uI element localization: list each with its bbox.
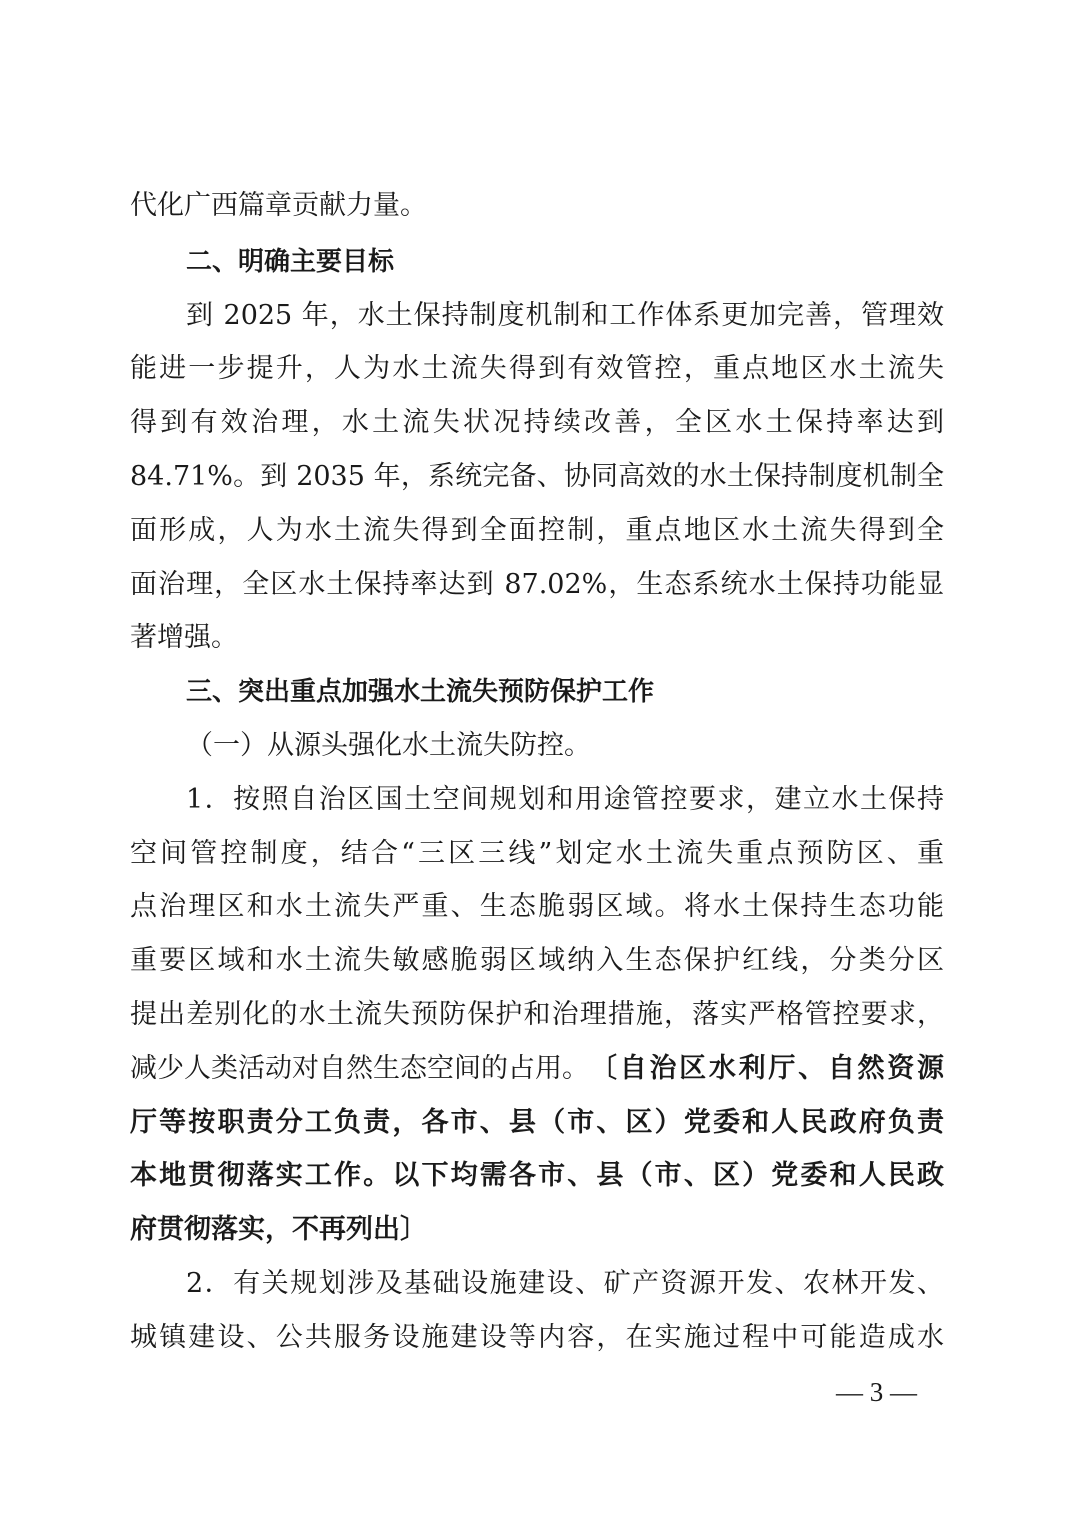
paragraph-line: 点治理区和水土流失严重、生态脆弱区域。将水土保持生态功能 (130, 891, 944, 922)
paragraph-line: 得到有效治理，水土流失状况持续改善，全区水土保持率达到 (130, 407, 944, 438)
paragraph-line: 减少人类活动对自然生态空间的占用。 (130, 1053, 589, 1084)
paragraph-line: 著增强。 (130, 622, 238, 653)
paragraph-line: 84.71%。到 2035 年，系统完备、协同高效的水土保持制度机制全 (130, 461, 944, 492)
responsibility-note: 〔自治区水利厅、自然资源 (590, 1053, 944, 1084)
paragraph-line: 面形成，人为水土流失得到全面控制，重点地区水土流失得到全 (130, 515, 944, 546)
paragraph-line: 面治理，全区水土保持率达到 87.02%，生态系统水土保持功能显 (130, 569, 944, 600)
responsibility-note: 府贯彻落实，不再列出〕 (130, 1214, 427, 1245)
paragraph-line: 1．按照自治区国土空间规划和用途管控要求，建立水土保持 (186, 784, 944, 815)
responsibility-note: 厅等按职责分工负责，各市、县（市、区）党委和人民政府负责 (130, 1107, 944, 1138)
section-heading-3: 三、突出重点加强水土流失预防保护工作 (186, 677, 655, 707)
responsibility-note: 本地贯彻落实工作。以下均需各市、县（市、区）党委和人民政 (130, 1160, 944, 1191)
section-heading-2: 二、明确主要目标 (186, 247, 395, 277)
paragraph-line: 重要区域和水土流失敏感脆弱区域纳入生态保护红线，分类分区 (130, 945, 944, 976)
page-number: — 3 — (836, 1377, 917, 1407)
paragraph-line: 城镇建设、公共服务设施建设等内容，在实施过程中可能造成水 (130, 1322, 944, 1353)
subsection-heading: （一）从源头强化水土流失防控。 (186, 730, 591, 761)
paragraph-line: 提出差别化的水土流失预防保护和治理措施，落实严格管控要求， (130, 999, 944, 1030)
paragraph-line: 到 2025 年，水土保持制度机制和工作体系更加完善，管理效 (186, 300, 944, 331)
paragraph-line: 2．有关规划涉及基础设施建设、矿产资源开发、农林开发、 (186, 1268, 944, 1299)
paragraph-line: 空间管控制度，结合“三区三线”划定水土流失重点预防区、重 (130, 838, 944, 869)
paragraph-line: 能进一步提升，人为水土流失得到有效管控，重点地区水土流失 (130, 353, 944, 384)
paragraph-line: 代化广西篇章贡献力量。 (130, 190, 427, 221)
